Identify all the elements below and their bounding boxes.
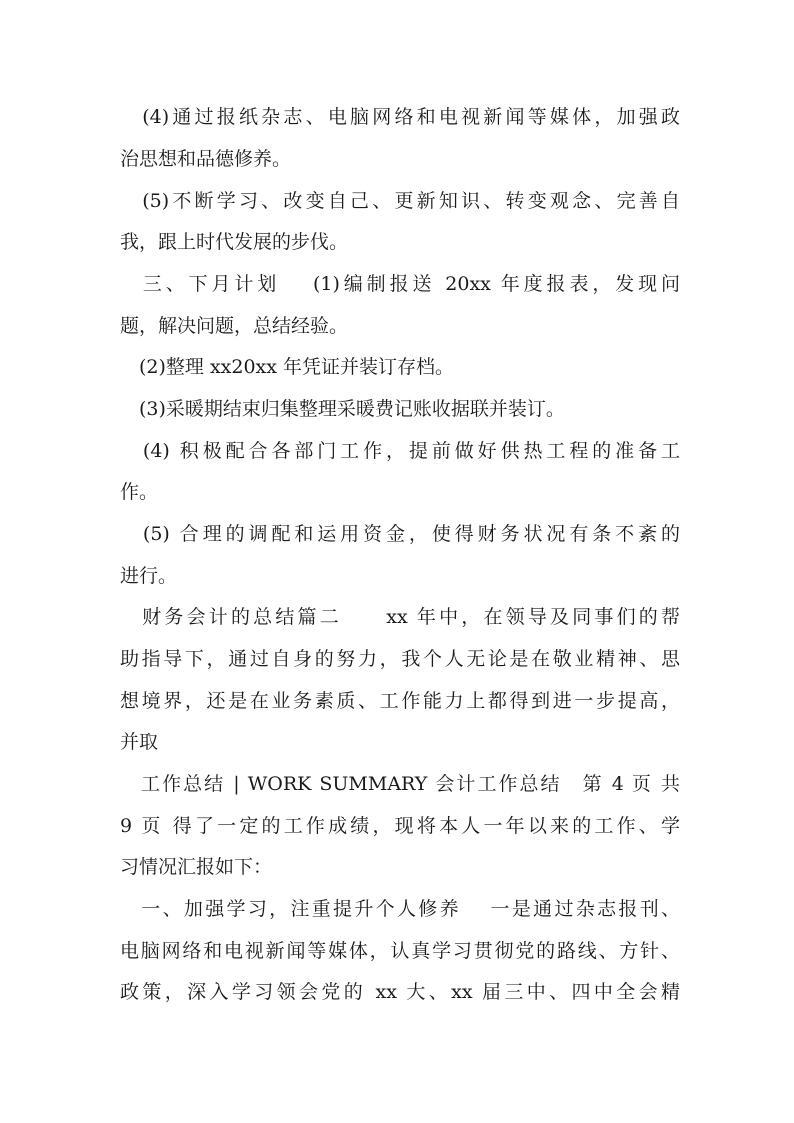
text-line: 并取 [120, 731, 159, 753]
text-line: 助指导下，通过自身的努力，我个人无论是在敬业精神、思 [120, 648, 680, 670]
text-line: (5) 合理的调配和运用资金，使得财务状况有条不紊的 [120, 523, 680, 545]
text-line: (4)通过报纸杂志、电脑网络和电视新闻等媒体，加强政 [120, 106, 680, 128]
text-line: 政策，深入学习领会党的 xx 大、xx 届三中、四中全会精 [120, 981, 680, 1003]
page-footer-line: 工作总结 | WORK SUMMARY 会计工作总结 第 4 页 共 [120, 773, 680, 795]
text-line: 9 页 得了一定的工作成绩，现将本人一年以来的工作、学 [120, 815, 680, 837]
text-line: 三、下月计划 (1)编制报送 20xx 年度报表，发现问 [120, 273, 680, 295]
text-line: 进行。 [120, 565, 178, 587]
text-line: 财务会计的总结篇二 xx 年中，在领导及同事们的帮 [120, 606, 680, 628]
text-line: 一、加强学习，注重提升个人修养 一是通过杂志报刊、 [120, 898, 680, 920]
text-line: 题，解决问题，总结经验。 [120, 315, 349, 337]
text-line: 电脑网络和电视新闻等媒体，认真学习贯彻党的路线、方针、 [120, 940, 680, 962]
text-line: 作。 [120, 481, 159, 503]
text-line: 治思想和品德修养。 [120, 148, 292, 170]
text-line: 习情况汇报如下： [120, 856, 273, 878]
text-line: (3)采暖期结束归集整理采暖费记账收据联并装订。 [120, 398, 565, 420]
text-line: (2)整理 xx20xx 年凭证并装订存档。 [120, 356, 455, 378]
text-line: 我，跟上时代发展的步伐。 [120, 231, 349, 253]
text-line: (5)不断学习、改变自己、更新知识、转变观念、完善自 [120, 190, 680, 212]
text-line: 想境界，还是在业务素质、工作能力上都得到进一步提高， [120, 690, 680, 712]
text-line: (4) 积极配合各部门工作，提前做好供热工程的准备工 [120, 440, 680, 462]
